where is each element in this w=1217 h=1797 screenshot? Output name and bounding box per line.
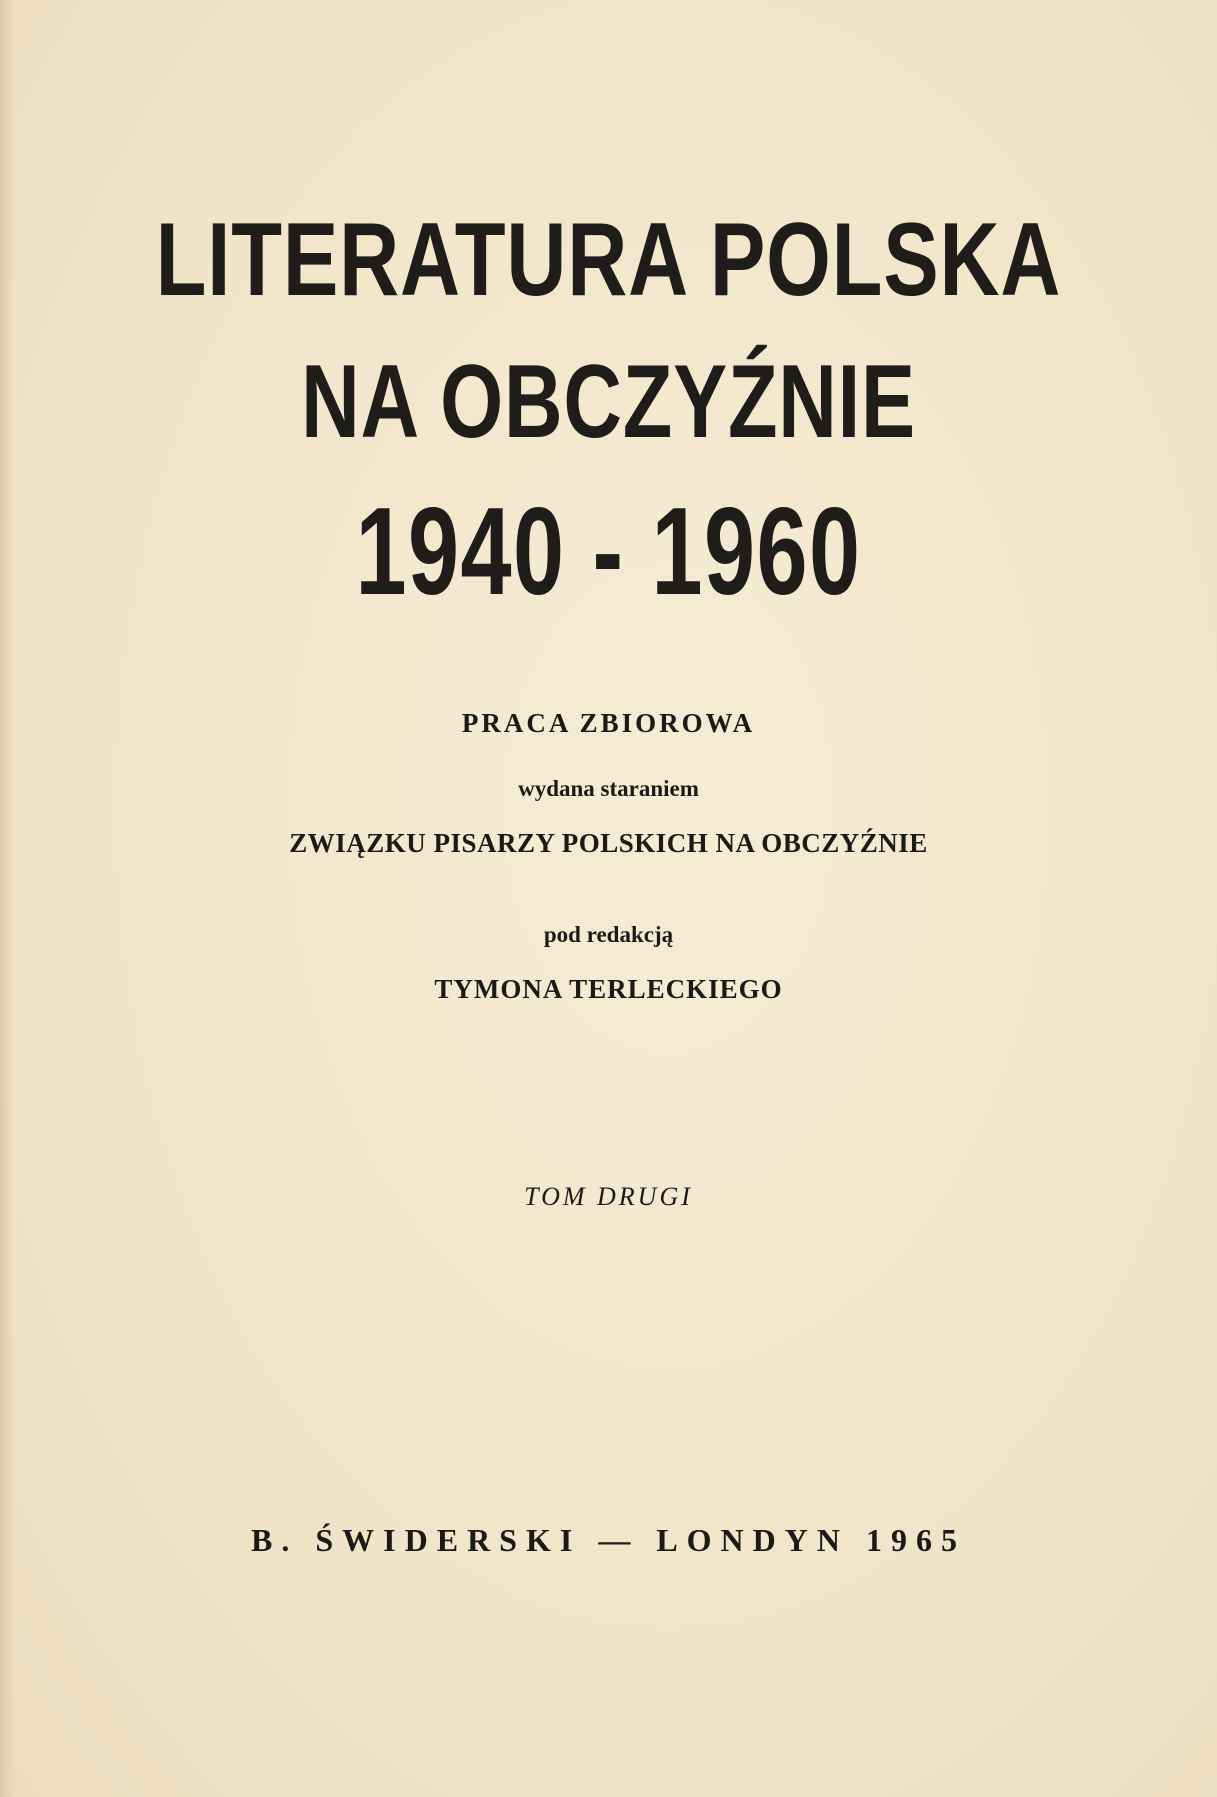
title-years: 1940 - 1960: [355, 483, 862, 621]
publisher-line: B. ŚWIDERSKI — LONDYN 1965: [251, 1522, 966, 1558]
issued-by-prefix: wydana staraniem: [518, 776, 699, 801]
title-line-2: NA OBCZYŹNIE: [301, 344, 916, 460]
editor-prefix: pod redakcją: [543, 922, 674, 947]
subtitle: PRACA ZBIOROWA: [461, 708, 756, 738]
organization-name: ZWIĄZKU PISARZY POLSKICH NA OBCZYŹNIE: [289, 828, 928, 858]
editor-name: TYMONA TERLECKIEGO: [434, 974, 783, 1004]
title-line-1: LITERATURA POLSKA: [155, 202, 1062, 318]
volume-label: TOM DRUGI: [524, 1182, 693, 1211]
